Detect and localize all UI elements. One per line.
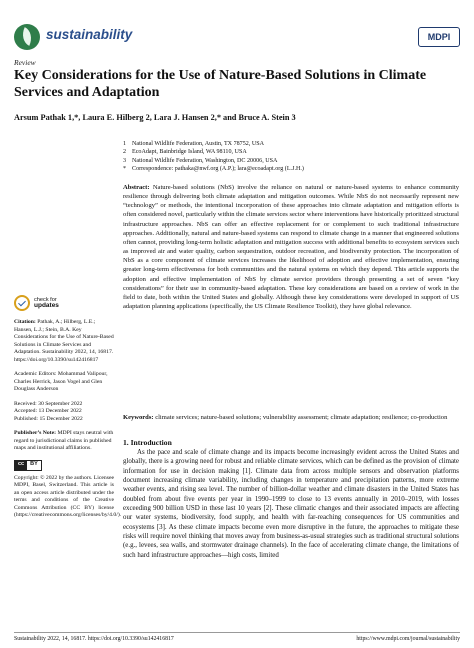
- publisher-note-text: MDPI stays neutral with regard to jurisdictional claims in published maps and institutional affiliations.: [14, 430, 114, 451]
- page-footer: [14, 632, 460, 642]
- footer-citation: Sustainability 2022, 14, 16817. https://doi.org/10.3390/su142416817: [14, 636, 174, 642]
- cc-by-license-icon[interactable]: [14, 460, 42, 471]
- journal-name: sustainability: [46, 27, 133, 42]
- affiliation-mark: 1: [123, 141, 127, 147]
- citation-text: Pathak, A.; Hilberg, L.E.; Hansen, L.J.; Stein, B.A. Key Considerations for the Use of Nature-Based Solutions in Climate Services and Adaptation. Sustainability 2022, 14, 16817. https://doi.org/10.3390/su142416817: [14, 319, 114, 363]
- abstract-label: Abstract:: [123, 184, 150, 191]
- footer-journal-link[interactable]: https://www.mdpi.com/journal/sustainability: [356, 636, 460, 642]
- cc-label: cc: [15, 461, 27, 470]
- correspondence-text: Correspondence: pathaka@nwf.org (A.P.); lara@ecoadapt.org (L.J.H.): [132, 166, 304, 173]
- article-type: Review: [14, 58, 36, 67]
- check-updates-button[interactable]: [14, 295, 114, 311]
- affiliations: [123, 140, 453, 174]
- keywords-text: climate services; nature-based solutions; vulnerability assessment; climate adaptation; resilience; co-production: [155, 414, 448, 421]
- keywords: [123, 413, 459, 422]
- abstract-text: Nature-based solutions (NbS) involve the reliance on natural or nature-based systems to enhance community resilience through delivering both climate adaptation and mitigation outcomes. While NbS do not necessarily represent new “technology” or methods, the intentional incorporation of these approaches into climate adaptation and mitigation efforts is often considered novel, particularly within the climate services sector where interventions have historically prioritized structural infrastructure approaches. NbS can offer an effective replacement for or complement to such traditional infrastructure approaches. Additionally, natural and nature-based systems can respond to climate change in a manner that engineered solutions often cannot, providing long-term holistic adaptation and mitigation success with additional benefits to ecosystem services such as improved air and water quality, carbon sequestration, outdoor recreation, and biodiversity protection. The incorporation of NbS as a core component of climate services increases the likelihood of adoption and effective implementation, ensuring greater long-term effectiveness for both communities and the natural systems on which they depend. This article supports the adoption and effective implementation of NbS by climate service providers through presenting a set of seven “key considerations” for their use in community-based adaptation. These key considerations are based on a review of work in the field to date, both within the United States and globally. Although these key considerations were developed in support of US adaptation planning applications (specifically, the US Climate Resilience Toolkit), they have global relevance.: [123, 184, 460, 311]
- sidebar-metadata: [14, 295, 122, 520]
- abstract: [123, 183, 459, 311]
- publisher-logo: MDPI: [418, 27, 460, 47]
- affiliation-item: [123, 140, 453, 148]
- check-updates-icon: [14, 295, 30, 311]
- section-heading-introduction: 1. Introduction: [123, 438, 172, 447]
- introduction-paragraph: As the pace and scale of climate change and its impacts become increasingly evident across the United States and globally, there is a growing need for robust and reliable climate services, which can be defined as the provision of climate information for use in decision making [1]. Climate data from across multiple sensors and observation platforms document increasing climate variability, including changes in temperature and precipitation patterns, more extreme weather events, and rising sea level. The number of billion-dollar weather and climate disasters in the United States has doubled from about five events per year in 1990–1999 to close to 13 events annually in 2010–2019, with losses exceeding 900 billion USD in these last 10 years [2]. These climatic changes and their associated impacts are affecting our water systems, biodiversity, food supply, and health with far-reaching consequences for US communities and ecosystems [3]. As these climate impacts become even more disruptive in the future, the approaches to mitigate these risks will require novel thinking that moves away from business-as-usual strategies such as traditional structural solutions (e.g., levees, sea walls, and stormwater drainage channels). In the face of accelerating climate change, the limitations of such hard infrastructure approaches—high costs, limited: [123, 449, 459, 559]
- published-date: Published: 15 December 2022: [14, 415, 83, 422]
- affiliation-text: EcoAdapt, Bainbridge Island, WA 98110, USA: [132, 149, 247, 156]
- check-updates-title: check for: [34, 296, 57, 303]
- affiliation-mark: 2: [123, 149, 127, 156]
- journal-leaf-logo-icon: [14, 24, 40, 50]
- dates-block: [14, 401, 114, 424]
- by-label: BY: [30, 461, 38, 468]
- copyright-text: Copyright: © 2022 by the authors. Licensee MDPI, Basel, Switzerland. This article is an open access article distributed under the terms and conditions of the Creative Commons Attribution (CC BY) license (https://creativecommons.org/licenses/by/4.0/).: [14, 474, 122, 518]
- accepted-date: Accepted: 13 December 2022: [14, 408, 82, 414]
- page-header: [14, 22, 460, 52]
- affiliation-text: National Wildlife Federation, Austin, TX 78752, USA: [132, 141, 265, 147]
- publisher-note: [14, 430, 114, 453]
- citation-block: [14, 319, 114, 364]
- affiliation-text: National Wildlife Federation, Washington, DC 20006, USA: [132, 157, 278, 164]
- affiliation-item: [123, 165, 453, 173]
- affiliation-item: [123, 157, 453, 165]
- publisher-note-label: Publisher’s Note:: [14, 430, 57, 436]
- keywords-label: Keywords:: [123, 414, 154, 421]
- affiliation-mark: 3: [123, 157, 127, 164]
- article-title: Key Considerations for the Use of Nature-Based Solutions in Climate Services and Adaptation: [14, 68, 427, 100]
- received-date: Received: 30 September 2022: [14, 400, 83, 407]
- citation-label: Citation:: [14, 319, 36, 325]
- check-updates-sub: updates: [34, 302, 59, 309]
- academic-editors: Academic Editors: Mohammad Valipour, Charles Herrick, Jason Vogel and Glen Douglass Anderson: [14, 371, 108, 392]
- affiliation-item: [123, 148, 453, 156]
- affiliation-mark: *: [123, 166, 127, 173]
- author-list: Arsum Pathak 1,*, Laura E. Hilberg 2, Lara J. Hansen 2,* and Bruce A. Stein 3: [14, 113, 296, 122]
